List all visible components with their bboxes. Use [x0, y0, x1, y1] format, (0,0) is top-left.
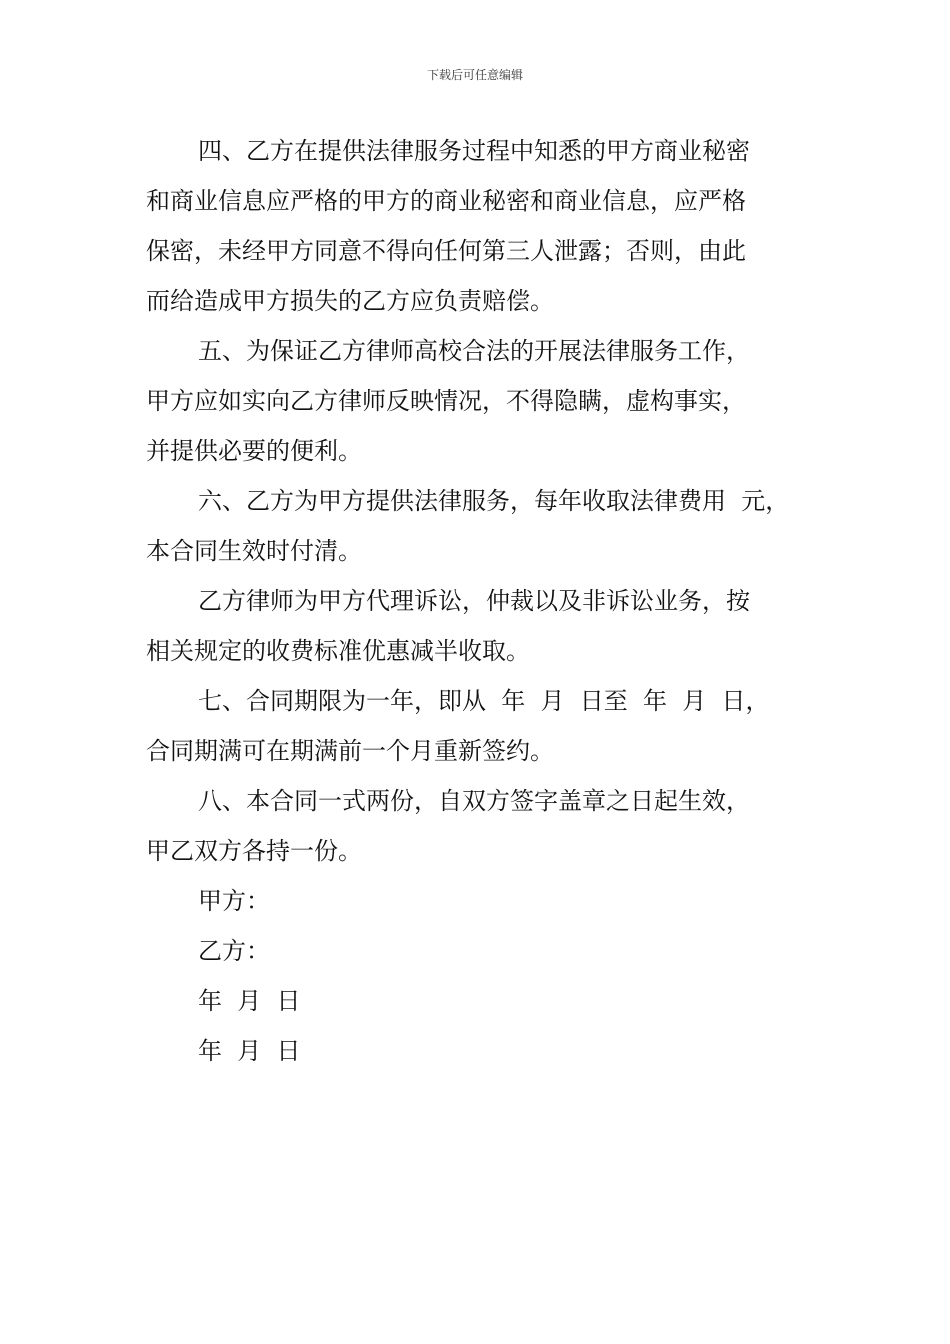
clause-5-line-1: 五、为保证乙方律师高校合法的开展法律服务工作， — [198, 337, 750, 365]
clause-7-line-1: 七、合同期限为一年，即从 年 月 日至 年 月 日， — [198, 687, 770, 715]
clause-4-line-2: 和商业信息应严格的甲方的商业秘密和商业信息，应严格 — [146, 187, 746, 215]
page-header: 下载后可任意编辑 — [426, 68, 523, 82]
party-b-label: 乙方： — [198, 937, 270, 965]
date-line-2: 年 月 日 — [198, 1037, 301, 1065]
clause-8-line-1: 八、本合同一式两份，自双方签字盖章之日起生效， — [198, 787, 750, 815]
clause-4-line-1: 四、乙方在提供法律服务过程中知悉的甲方商业秘密 — [198, 137, 750, 165]
clause-4-line-3: 保密，未经甲方同意不得向任何第三人泄露；否则，由此 — [146, 237, 746, 265]
clause-4-line-4: 而给造成甲方损失的乙方应负责赔偿。 — [146, 287, 554, 315]
clause-5-line-3: 并提供必要的便利。 — [146, 437, 362, 465]
clause-5-line-2: 甲方应如实向乙方律师反映情况，不得隐瞒，虚构事实， — [146, 387, 746, 415]
clause-6-line-2: 本合同生效时付清。 — [146, 537, 362, 565]
party-a-label: 甲方： — [198, 887, 270, 915]
clause-8-line-2: 甲乙双方各持一份。 — [146, 837, 362, 865]
clause-6b-line-1: 乙方律师为甲方代理诉讼，仲裁以及非诉讼业务，按 — [198, 587, 750, 615]
clause-6-line-1: 六、乙方为甲方提供法律服务，每年收取法律费用 元， — [198, 487, 790, 515]
contract-body — [146, 126, 846, 1076]
date-line-1: 年 月 日 — [198, 987, 301, 1015]
clause-6b-line-2: 相关规定的收费标准优惠减半收取。 — [146, 637, 530, 665]
clause-7-line-2: 合同期满可在期满前一个月重新签约。 — [146, 737, 554, 765]
